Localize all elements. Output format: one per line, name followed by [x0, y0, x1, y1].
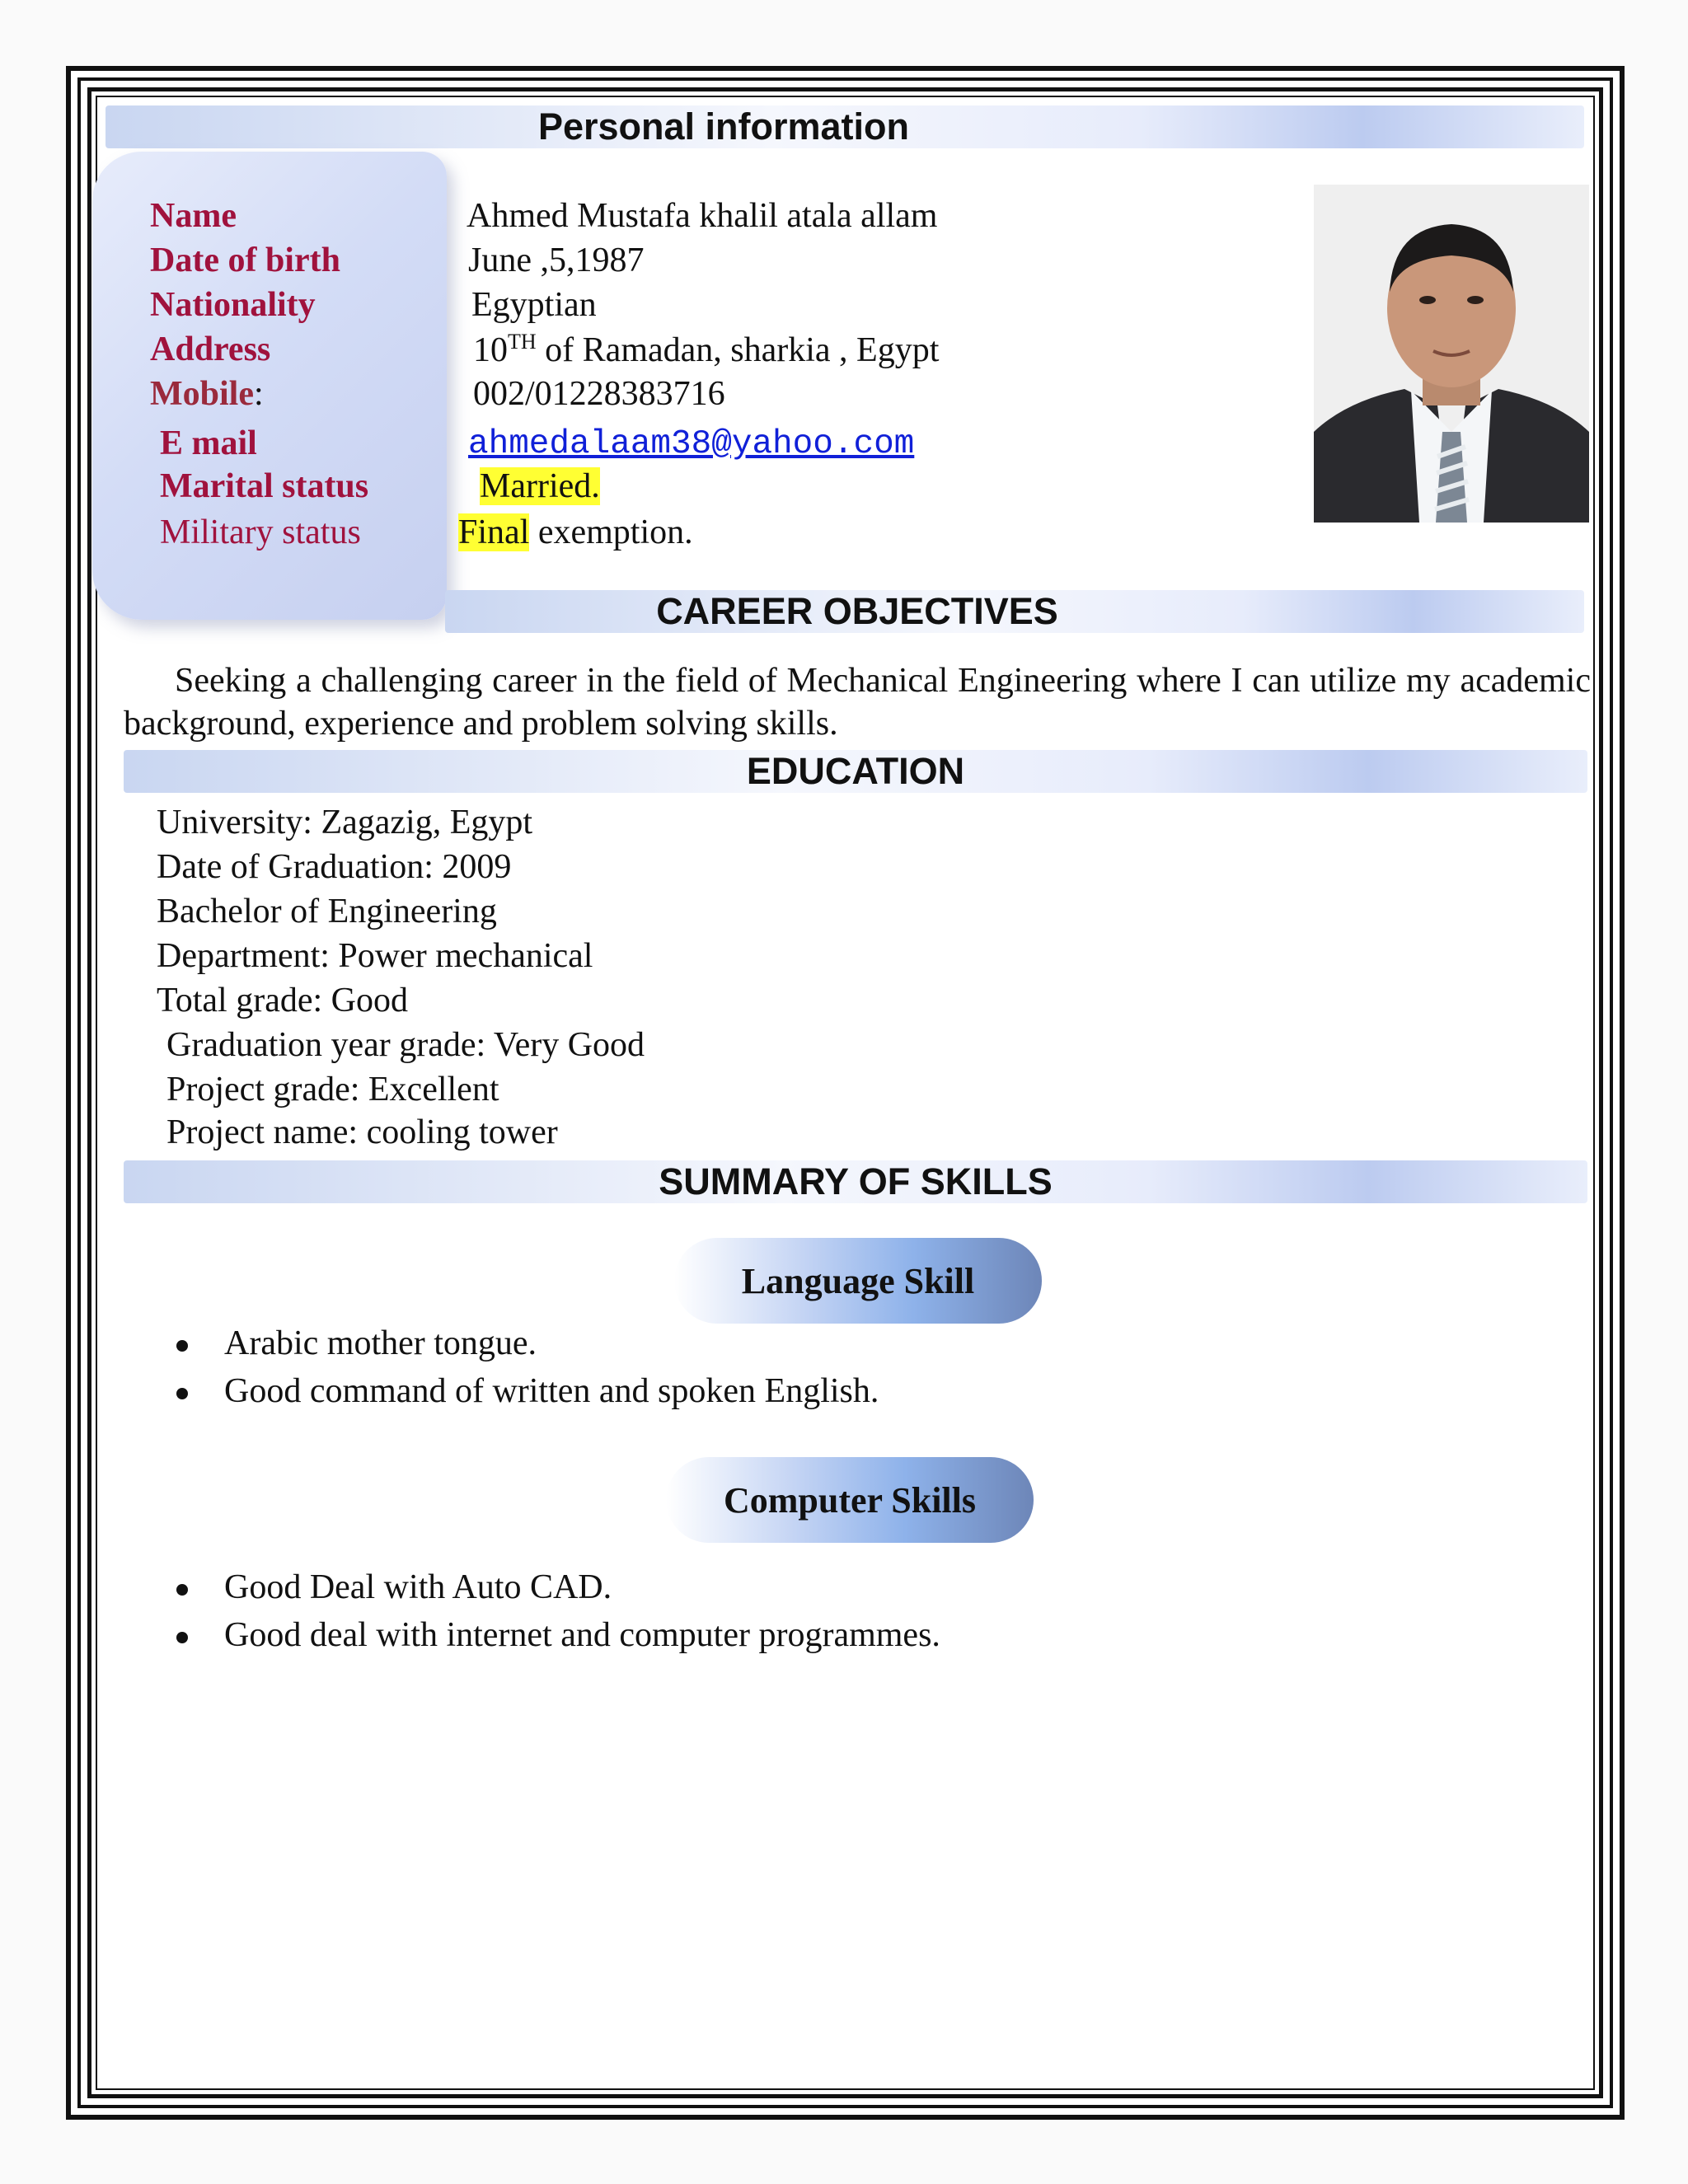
- language-skill-title: Language Skill: [741, 1260, 975, 1301]
- dob-label: Date of birth: [150, 241, 340, 279]
- mobile-value: 002/01228383716: [473, 375, 725, 413]
- address-value: 10TH of Ramadan, sharkia , Egypt: [473, 330, 940, 369]
- nationality-label: Nationality: [150, 286, 316, 324]
- bullet-icon: [176, 1388, 188, 1399]
- career-text: Seeking a challenging career in the field of Mechanical Engineering where I can utilize my academic background, experience and problem solving skills.: [124, 662, 1591, 743]
- computer-item: Good deal with internet and computer programmes.: [224, 1616, 940, 1654]
- bullet-icon: [176, 1340, 188, 1352]
- name-label: Name: [150, 197, 237, 235]
- edu-department: Department: Power mechanical: [157, 937, 593, 975]
- personal-info-title: Personal information: [537, 105, 910, 148]
- email-label: E mail: [160, 424, 257, 462]
- marital-label: Marital status: [160, 467, 369, 505]
- name-value: Ahmed Mustafa khalil atala allam: [467, 197, 938, 235]
- computer-skills-pill: [666, 1457, 1034, 1543]
- edu-project-name: Project name: cooling tower: [166, 1113, 558, 1151]
- edu-degree: Bachelor of Engineering: [157, 893, 497, 930]
- edu-graduation-grade: Graduation year grade: Very Good: [166, 1026, 645, 1064]
- language-item: Arabic mother tongue.: [224, 1324, 537, 1362]
- nationality-value: Egyptian: [471, 286, 597, 324]
- edu-university: University: Zagazig, Egypt: [157, 804, 533, 841]
- dob-value: June ,5,1987: [468, 241, 645, 279]
- edu-project-grade: Project grade: Excellent: [166, 1071, 499, 1108]
- edu-graduation-date: Date of Graduation: 2009: [157, 848, 512, 886]
- email-link[interactable]: ahmedalaam38@yahoo.com: [468, 425, 915, 463]
- profile-photo: [1314, 185, 1589, 523]
- language-skill-pill: [674, 1238, 1042, 1324]
- portrait-image: [1314, 185, 1589, 523]
- computer-skills-title: Computer Skills: [723, 1479, 977, 1521]
- marital-value: Married.: [480, 467, 600, 505]
- military-label: Military status: [160, 513, 361, 551]
- bullet-icon: [176, 1584, 188, 1596]
- skills-title: SUMMARY OF SKILLS: [659, 1160, 1053, 1202]
- address-label: Address: [150, 330, 271, 368]
- bullet-icon: [176, 1632, 188, 1643]
- edu-total-grade: Total grade: Good: [157, 982, 408, 1019]
- military-value: Final exemption.: [458, 513, 693, 551]
- mobile-label: Mobile:: [150, 375, 264, 413]
- education-title: EDUCATION: [746, 750, 965, 792]
- language-item: Good command of written and spoken English.: [224, 1372, 879, 1410]
- career-title: CAREER OBJECTIVES: [656, 590, 1058, 632]
- computer-item: Good Deal with Auto CAD.: [224, 1568, 612, 1606]
